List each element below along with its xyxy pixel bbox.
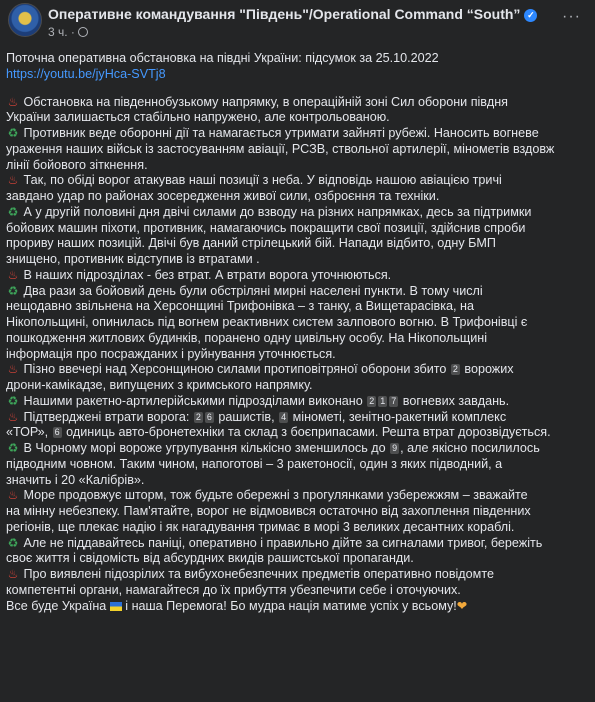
recycle-icon: ♻	[7, 535, 19, 550]
paragraph-line: підводним човном. Таким чином, напоготові – 3 ракетоносії, один з яких підводний, а	[6, 456, 503, 471]
post-title-line: Поточна оперативна обстановка на півдні України: підсумок за 25.10.2022	[6, 51, 439, 65]
recycle-icon: ♻	[7, 126, 19, 140]
paragraph-line: ♨ В наших підрозділах - без втрат. А втрати ворога уточнюються.	[7, 267, 392, 282]
paragraph-line: Все буде Україна і наша Перемога! Бо мудра нація матиме успіх у всьому!❤	[6, 598, 468, 613]
keycap-number: 2	[369, 395, 375, 406]
post-header	[0, 0, 595, 44]
recycle-icon: ♻	[7, 283, 19, 298]
hot-springs-icon: ♨	[7, 173, 19, 188]
author-name[interactable]: Оперативне командування "Південь"/Operational Command “South”	[48, 6, 521, 22]
paragraph-line: «ТОР», 6 одиниць авто-бронетехніки та склад з боєприпасами. Решта втрат дорозвідується.	[6, 425, 551, 440]
keycap-number: 6	[54, 427, 60, 438]
more-options-icon[interactable]: ···	[562, 8, 581, 25]
keycap-number: 4	[281, 411, 287, 422]
paragraph-line: ♨ Про виявлені підозрілих та вибухонебезпечних предметів оперативно повідомте	[7, 567, 494, 581]
paragraph-line: України залишається стабільно напружено, але контрольованою.	[6, 110, 390, 125]
keycap-number: 9	[392, 443, 398, 453]
paragraph-line: ♻ Нашими ракетно-артилерійськими підрозділами виконано 2 1 7 вогневих завдань.	[7, 393, 510, 408]
post-timestamp[interactable]: 3 ч.	[48, 25, 68, 39]
keycap-number: 1	[380, 395, 386, 406]
paragraph-line: бойових машин піхоти, противник, намагаючись покращити свої позиції, здійснив спроби	[6, 220, 526, 235]
paragraph-line: своє життя і свідомість від абсурдних вкидів рашистської пропаганди.	[6, 551, 414, 566]
paragraph-line: ♨ Пізно ввечері над Херсонщиною силами протиповітряної оборони збито 2 ворожих	[7, 362, 514, 377]
hot-springs-icon: ♨	[7, 488, 19, 503]
paragraph-line: дрони-камікадзе, випущених з кримського напрямку.	[6, 378, 313, 392]
page-avatar[interactable]	[8, 3, 42, 37]
paragraph-line: на мінну небезпеку. Пам'ятайте, ворог не відмовився остаточно від захоплення південних	[6, 504, 531, 518]
paragraph-line: ♻ В Чорному морі вороже угрупування кількісно зменшилось до 9 , але якісно посилилось	[7, 441, 540, 455]
paragraph-line: Нікопольщині, опинилась під вогнем реактивних систем залпового вогню. В Трифонівці є	[6, 315, 528, 329]
paragraph-line: компетентні органи, намагайтеся до їх прибуття убезпечити себе і оточуючих.	[6, 582, 461, 597]
verified-badge-icon: ✓	[524, 9, 537, 22]
paragraph-line: ♻ Але не піддавайтесь паніці, оперативно і правильно дійте за сигналами тривог, бережіть	[7, 535, 543, 550]
paragraph-line: ♻ Противник веде оборонні дії та намагається утримати зайняті рубежі. Наносить вогневе	[7, 126, 539, 140]
paragraph-line: лінії бойового зіткнення.	[6, 157, 148, 172]
paragraph-line: ураження наших військ із застосуванням авіації, РСЗВ, ствольної артилерії, мінометів вздовж	[6, 141, 555, 156]
post-body	[6, 51, 590, 614]
page-title[interactable]	[48, 6, 537, 22]
paragraph-line: регіонів, ще плекає надію і як нагадування тримає в морі 3 великих десантних кораблі.	[6, 519, 515, 534]
hot-springs-icon: ♨	[7, 362, 19, 377]
paragraph-line: ♨ Підтверджені втрати ворога: 2 6 рашистів, 4 мінометі, зенітно-ракетний комплекс	[7, 409, 507, 424]
paragraph-line: знищено, противник відступив із втратами .	[6, 252, 260, 266]
keycap-number: 2	[195, 411, 201, 422]
keycap-number: 6	[206, 411, 212, 422]
hot-springs-icon: ♨	[7, 567, 19, 581]
paragraph-line: завдано удар по районах зосередження живої сили, озброєння та техніки.	[6, 189, 440, 203]
keycap-number: 7	[391, 395, 397, 406]
paragraph-line: нещодавно звільнена на Херсонщині Трифонівка – з танку, а Вищетарасівка, на	[6, 299, 474, 314]
paragraph-line: пошкодження житлових будинків, поранено одну цивільну особу. На Нікопольщині	[6, 330, 488, 345]
recycle-icon: ♻	[7, 441, 19, 455]
paragraph-line: ♨ Море продовжує шторм, тож будьте обережні з прогулянками узбережжям – зважайте	[7, 488, 528, 503]
paragraph-line: прориву наших позицій. Двічі був даний стрілецький бій. Напади відбито, одну БМП	[6, 236, 496, 251]
paragraph-line: ♻ Два рази за бойовий день були обстріляні мирні населені пункти. В тому числі	[7, 283, 483, 298]
recycle-icon: ♻	[7, 393, 19, 408]
hot-springs-icon: ♨	[7, 409, 19, 424]
heart-hug-icon: ❤	[456, 598, 468, 613]
hot-springs-icon: ♨	[7, 267, 19, 282]
globe-icon	[78, 27, 88, 37]
recycle-icon: ♻	[7, 204, 19, 219]
youtube-link[interactable]: https://youtu.be/jyHca-SVTj8	[6, 66, 166, 81]
paragraph-line: ♨ Обстановка на південнобузькому напрямку, в операційній зоні Сил оборони півдня	[7, 94, 508, 109]
paragraph-line: значить і 20 «Калібрів».	[6, 472, 145, 487]
paragraph-line: ♨ Так, по обіді ворог атакував наші позиції з неба. У відповідь нашою авіацією тричі	[7, 173, 502, 188]
ukraine-flag-icon	[110, 602, 122, 611]
paragraph-line: ♻ А у другій половині дня двічі силами до взводу на різних напрямках, десь за підтримки	[7, 204, 532, 219]
post-meta: 3 ч. ·	[48, 25, 88, 39]
paragraph-line: інформація про посражданих і руйнування уточнюється.	[6, 346, 336, 361]
hot-springs-icon: ♨	[7, 94, 19, 109]
keycap-number: 2	[452, 364, 458, 375]
